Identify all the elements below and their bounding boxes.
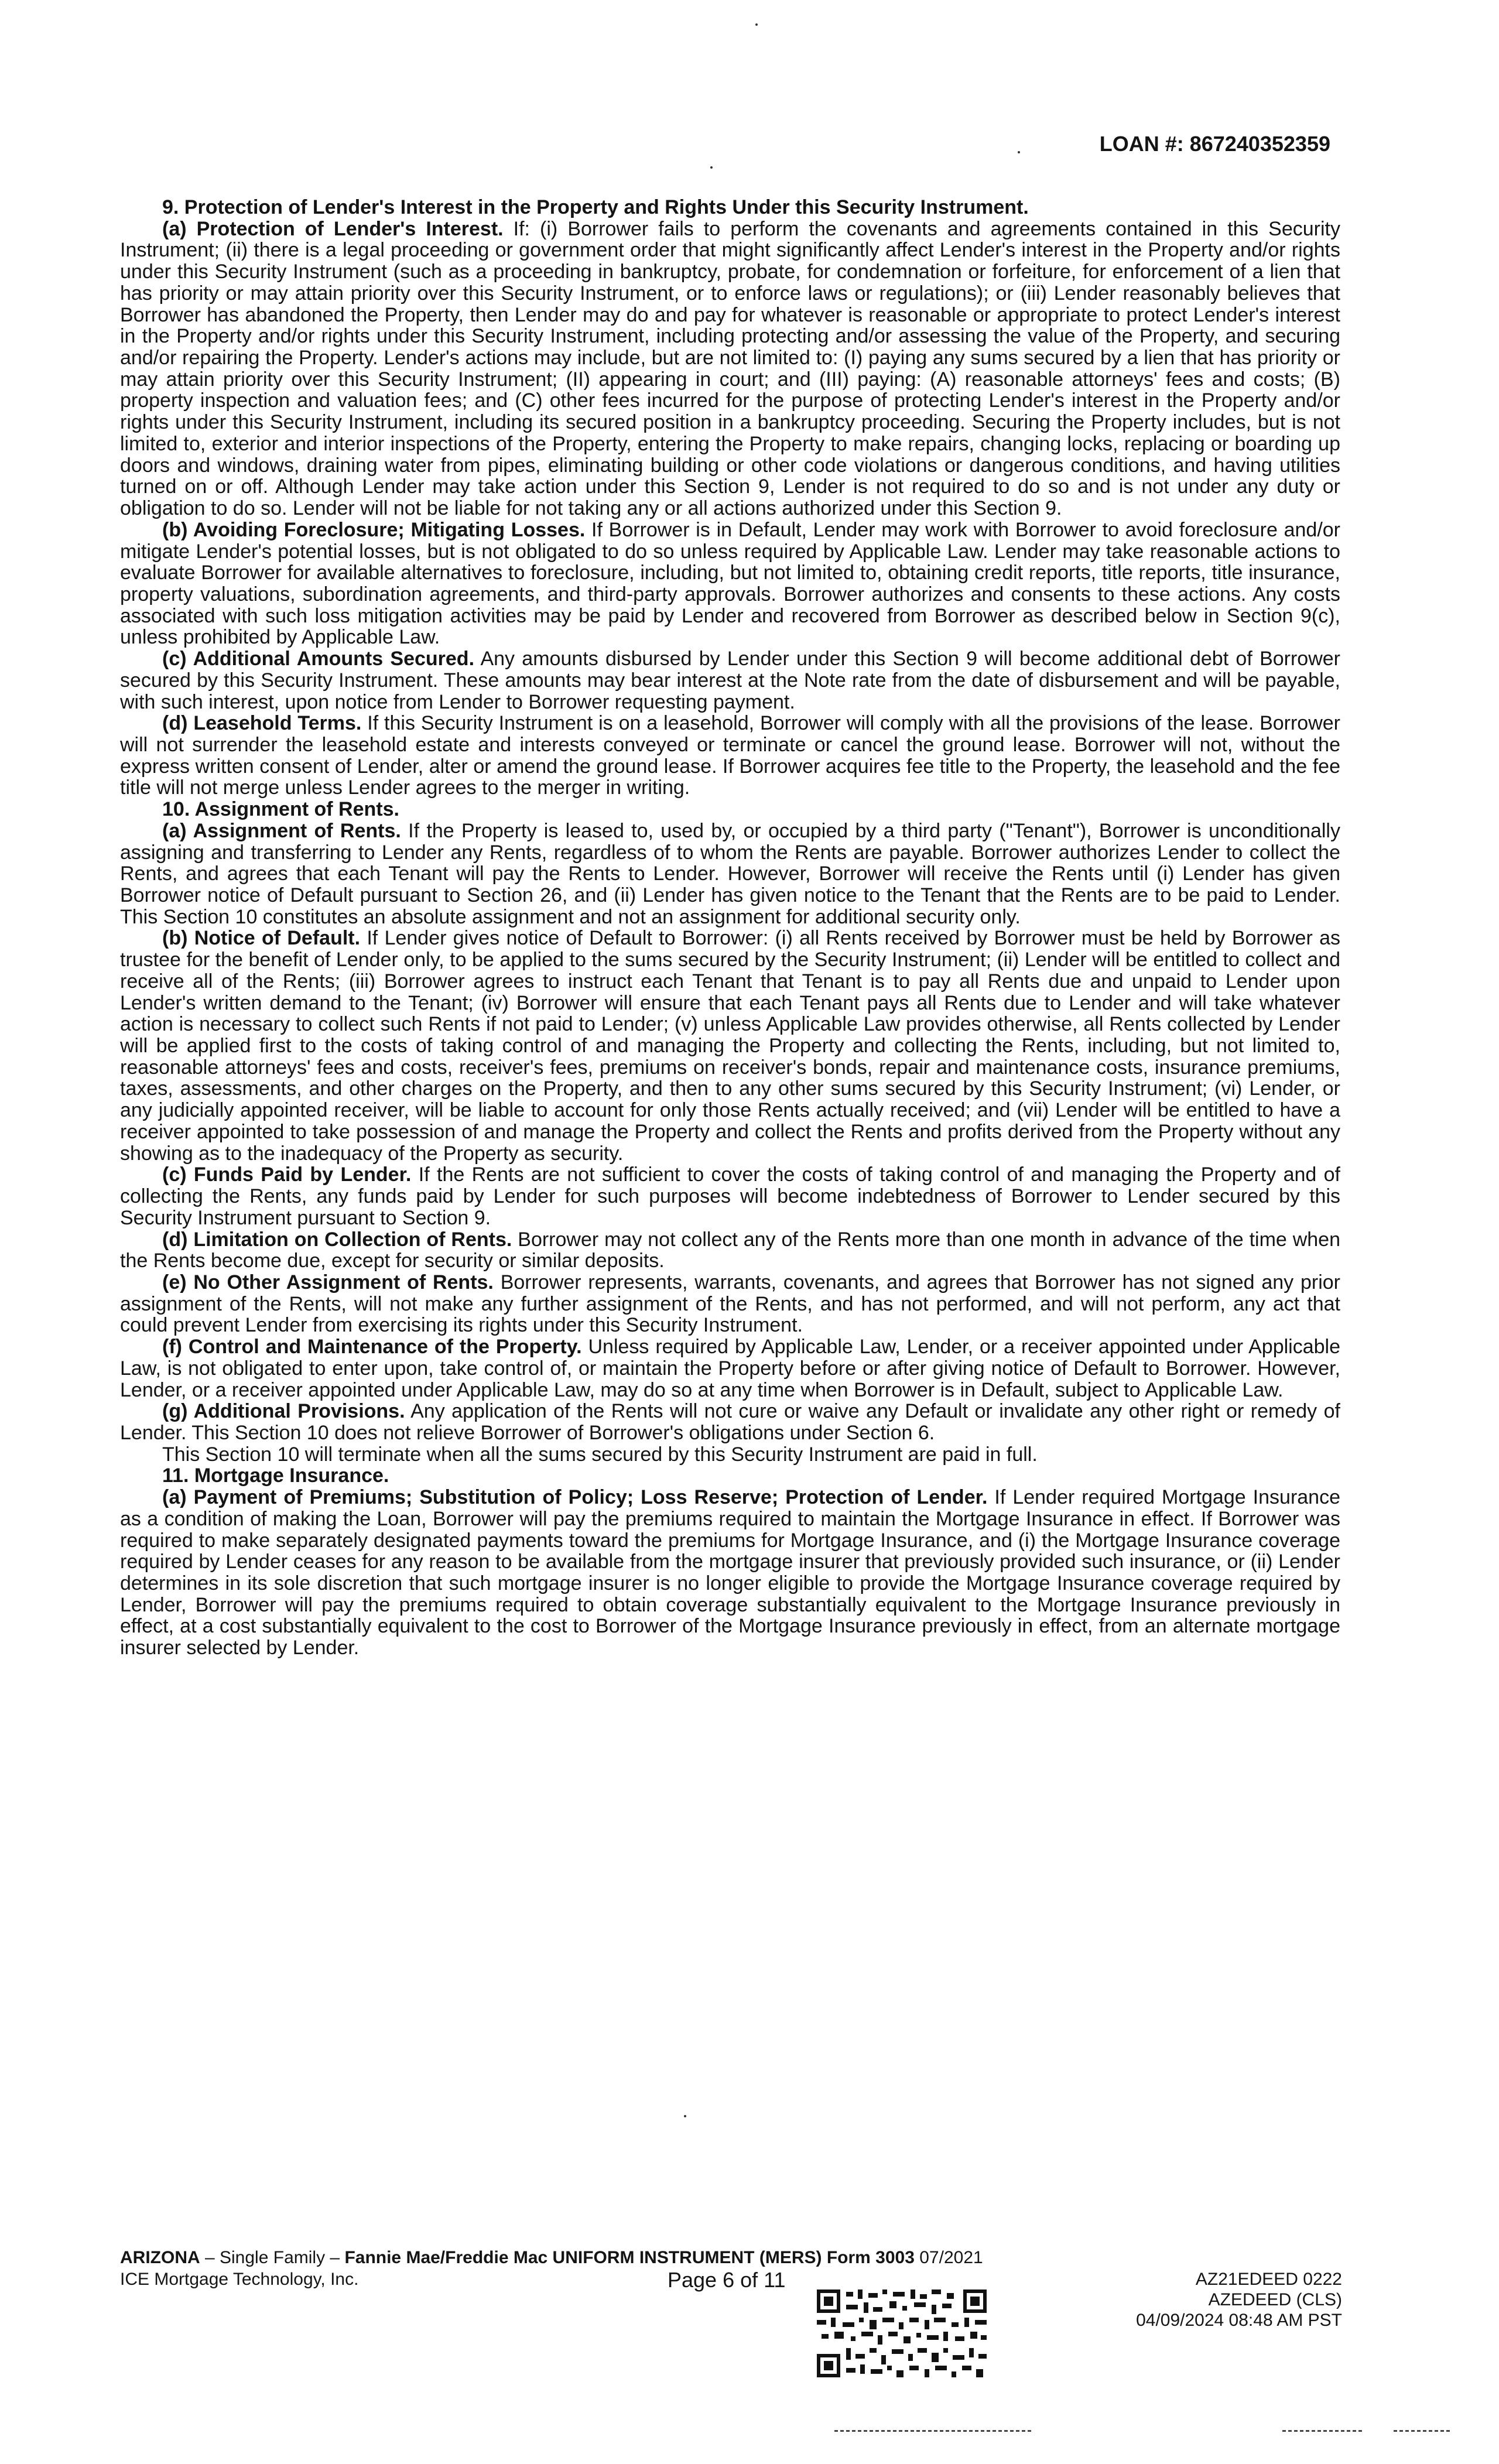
scan-speck (755, 23, 758, 26)
section-10c-text: If the Rents are not sufficient to cover the costs of taking control of and managing the Property and of collecting the Rents, any funds paid by Lender for such purposes will become indebtedness of Borrower to Lender secured by this Security Instrument pursuant to Section 9. (120, 1163, 1341, 1229)
section-10g (120, 1401, 1340, 1443)
section-9a-heading: (a) Protection of Lender's Interest. (162, 217, 504, 240)
section-9c-heading: (c) Additional Amounts Secured. (162, 648, 475, 670)
section-10f-heading: (f) Control and Maintenance of the Property. (162, 1336, 582, 1358)
section-10-title: 10. Assignment of Rents. (162, 798, 399, 821)
footer-form-title: Fannie Mae/Freddie Mac UNIFORM INSTRUMENT (MERS) Form 3003 (344, 2248, 915, 2267)
section-9c (120, 648, 1340, 713)
scan-dash (1282, 2430, 1364, 2432)
footer-codes (1136, 2269, 1342, 2330)
scan-dash (834, 2430, 1033, 2432)
section-9-title: 9. Protection of Lender's Interest in the Property and Rights Under this Security Instrument. (162, 196, 1029, 218)
scan-speck (1018, 151, 1020, 153)
section-11a (120, 1487, 1340, 1659)
section-10a-heading: (a) Assignment of Rents. (162, 819, 401, 842)
section-10b (120, 928, 1340, 1164)
section-10a-text: If the Property is leased to, used by, or occupied by a third party ("Tenant"), Borrower is unconditionally assigning and transferring to Lender any Rents, regardless of to whom the Rents are payable. Borrower authorizes Lender to collect the Rents, and agrees that each Tenant will pay the Rents to Lender. However, Borrower will receive the Rents until (i) Lender has given Borrower notice of Default pursuant to Section 26, and (ii) Lender has given notice to the Tenant that the Rents are to be paid to Lender. This Section 10 constitutes an absolute assignment and not an assignment for additional security only. (120, 819, 1340, 928)
page-number: Page 6 of 11 (668, 2268, 786, 2292)
footer-form-line (120, 2247, 983, 2268)
footer-company: ICE Mortgage Technology, Inc. (120, 2270, 359, 2289)
footer-code-1: AZ21EDEED 0222 (1195, 2270, 1342, 2289)
section-9d (120, 713, 1340, 799)
section-11a-text: If Lender required Mortgage Insurance as a condition of making the Loan, Borrower will pay the premiums required to maintain the Mortgage Insurance in effect. If Borrower was required to make separately designated payments toward the premiums for Mortgage Insurance, and (i) the Mortgage Insurance coverage required by Lender ceases for any reason to be available from the mortgage insurer that previously provided such insurance, or (ii) Lender determines in its sole discretion that such mortgage insurer is no longer eligible to provide the Mortgage Insurance coverage required by Lender, Borrower will pay the premiums required to obtain coverage substantially equivalent to the Mortgage Insurance previously in effect, at a cost substantially equivalent to the cost to Borrower of the Mortgage Insurance previously in effect, from an alternate mortgage insurer selected by Lender. (120, 1486, 1340, 1659)
section-10d (120, 1229, 1340, 1272)
section-9b (120, 519, 1340, 648)
section-9d-heading: (d) Leasehold Terms. (162, 712, 362, 735)
section-10b-text: If Lender gives notice of Default to Borrower: (i) all Rents received by Borrower must be held by Borrower as trustee for the benefit of Lender only, to be applied to the sums secured by the Security Instrument; (ii) Lender will be entitled to collect and receive all of the Rents; (iii) Borrower agrees to instruct each Tenant that Tenant is to pay all Rents due and unpaid to Lender upon Lender's written demand to the Tenant; (iv) Borrower will ensure that each Tenant pays all Rents due to Lender and will take whatever action is necessary to collect such Rents if not paid to Lender; (v) unless Applicable Law provides otherwise, all Rents collected by Lender will be applied first to the costs of taking control of and managing the Property and collecting the Rents, including, but not limited to, reasonable attorneys' fees and costs, receiver's fees, premiums on receiver's bonds, repair and maintenance costs, insurance premiums, taxes, assessments, and other charges on the Property, and then to any other sums secured by this Security Instrument; (vi) Lender, or any judicially appointed receiver, will be liable to account for only those Rents actually received; and (vii) Lender will be entitled to have a receiver appointed to take possession of and manage the Property and collect the Rents and profits derived from the Property without any showing as to the inadequacy of the Property as security. (120, 927, 1340, 1165)
qr-code-icon (817, 2290, 987, 2377)
footer-code-2: AZEDEED (CLS) (1208, 2290, 1342, 2310)
section-9b-heading: (b) Avoiding Foreclosure; Mitigating Losses. (162, 518, 586, 541)
section-11-title: 11. Mortgage Insurance. (162, 1464, 389, 1487)
section-10c-heading: (c) Funds Paid by Lender. (162, 1163, 412, 1186)
loan-number: LOAN #: 867240352359 (1099, 132, 1330, 156)
section-9b-text: If Borrower is in Default, Lender may work with Borrower to avoid foreclosure and/or mitigate Lender's potential losses, but is not obligated to do so unless required by Applicable Law. Lender may take reasonable actions to evaluate Borrower for available alternatives to foreclosure, including, but not limited to, obtaining credit reports, title reports, title insurance, property valuations, subordination agreements, and third-party approvals. Borrower authorizes and consents to these actions. Any costs associated with such loss mitigation activities may be paid by Lender and recovered from Borrower as described below in Section 9(c), unless prohibited by Applicable Law. (120, 518, 1341, 649)
footer-state: ARIZONA (120, 2248, 200, 2267)
section-11a-heading: (a) Payment of Premiums; Substitution of Policy; Loss Reserve; Protection of Lender. (162, 1486, 988, 1509)
section-10b-heading: (b) Notice of Default. (162, 927, 361, 950)
section-10e (120, 1272, 1340, 1336)
footer-form-date: 07/2021 (914, 2248, 983, 2267)
scan-speck (710, 166, 713, 169)
section-9a (120, 218, 1340, 519)
section-9a-text: If: (i) Borrower fails to perform the covenants and agreements contained in this Security Instrument; (ii) there is a legal proceeding or government order that might significantly affect Lender's interest in the Property and/or rights under this Security Instrument (such as a proceeding in bankruptcy, probate, for condemnation or forfeiture, for enforcement of a lien that has priority or may attain priority over this Security Instrument, or to enforce laws or regulations); or (iii) Lender reasonably believes that Borrower has abandoned the Property, then Lender may do and pay for whatever is reasonable or appropriate to protect Lender's interest in the Property and/or rights under this Security Instrument, including protecting and/or assessing the value of the Property, and securing and/or repairing the Property. Lender's actions may include, but are not limited to: (I) paying any sums secured by a lien that has priority or may attain priority over this Security Instrument; (II) appearing in court; and (III) paying: (A) reasonable attorneys' fees and costs; (B) property inspection and valuation fees; and (C) other fees incurred for the purpose of protecting Lender's interest in the Property and/or rights under this Security Instrument, including its secured position in a bankruptcy proceeding. Securing the Property includes, but is not limited to, exterior and interior inspections of the Property, entering the Property to make repairs, changing locks, replacing or boarding up doors and windows, draining water from pipes, eliminating building or other code violations or dangerous conditions, and having utilities turned on or off. Although Lender may take action under this Section 9, Lender is not required to do so and is not under any duty or obligation to do so. Lender will not be liable for not taking any or all actions authorized under this Section 9. (120, 217, 1340, 520)
section-10d-text: Borrower may not collect any of the Rents more than one month in advance of the time when the Rents become due, except for security or similar deposits. (120, 1228, 1341, 1272)
section-10a (120, 820, 1340, 928)
section-9d-text: If this Security Instrument is on a leasehold, Borrower will comply with all the provisions of the lease. Borrower will not surrender the leasehold estate and interests conveyed or terminate or cancel the ground lease. Borrower will not, without the express written consent of Lender, alter or amend the ground lease. If Borrower acquires fee title to the Property, the leasehold and the fee title will not merge unless Lender agrees to the merger in writing. (120, 712, 1340, 799)
section-10e-text: Borrower represents, warrants, covenants, and agrees that Borrower has not signed any prior assignment of the Rents, will not make any further assignment of the Rents, and has not performed, and will not perform, any act that could prevent Lender from exercising its rights under this Security Instrument. (120, 1271, 1340, 1337)
section-10c (120, 1164, 1340, 1228)
section-10e-heading: (e) No Other Assignment of Rents. (162, 1271, 494, 1293)
section-10g-text: Any application of the Rents will not cure or waive any Default or invalidate any other right or remedy of Lender. This Section 10 does not relieve Borrower of Borrower's obligations under Section 6. (120, 1400, 1340, 1444)
section-10d-heading: (d) Limitation on Collection of Rents. (162, 1228, 512, 1251)
document-body (120, 197, 1340, 1659)
scan-dash (1394, 2430, 1452, 2432)
section-10f (120, 1336, 1340, 1401)
footer-timestamp: 04/09/2024 08:48 AM PST (1136, 2311, 1342, 2330)
section-10f-text: Unless required by Applicable Law, Lender, or a receiver appointed under Applicable Law, is not obligated to enter upon, take control of, or maintain the Property before or after giving notice of Default to Borrower. However, Lender, or a receiver appointed under Applicable Law, may do so at any time when Borrower is in Default, subject to Applicable Law. (120, 1336, 1340, 1401)
section-9c-text: Any amounts disbursed by Lender under this Section 9 will become additional debt of Borrower secured by this Security Instrument. These amounts may bear interest at the Note rate from the date of disbursement and will be payable, with such interest, upon notice from Lender to Borrower requesting payment. (120, 648, 1340, 713)
scan-speck (684, 2115, 686, 2117)
section-10g-heading: (g) Additional Provisions. (162, 1400, 405, 1423)
footer-form-prefix: – Single Family – (200, 2248, 345, 2267)
section-10-termination: This Section 10 will terminate when all the sums secured by this Security Instrument are paid in full. (162, 1443, 1038, 1466)
